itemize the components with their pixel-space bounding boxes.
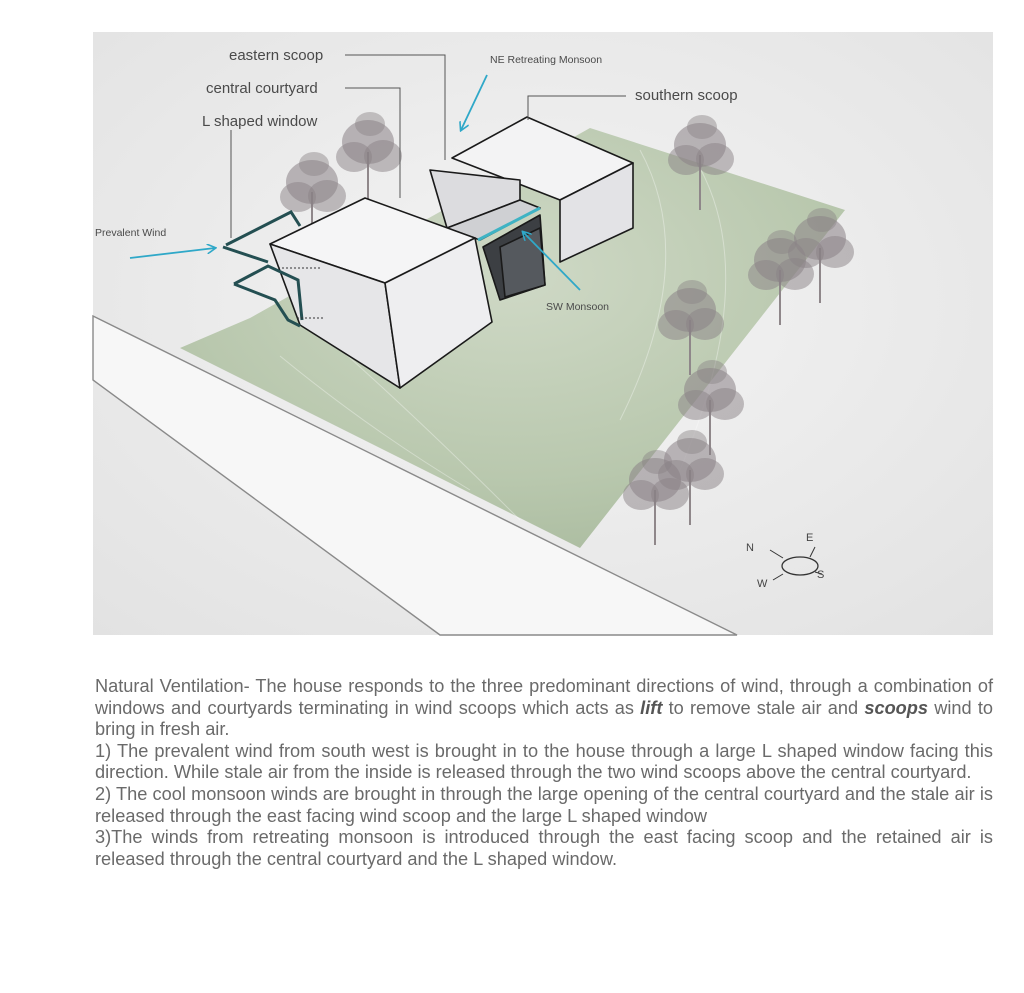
caption-scoops: scoops <box>864 697 929 718</box>
caption-point-1: 1) The prevalent wind from south west is brought in to the house through a large L shaped window facing this direction. While stale air from the inside is released through the two wind scoops above the central courtyard. <box>95 740 993 783</box>
label-l-shaped-window: L shaped window <box>202 113 318 130</box>
label-prevalent-wind: Prevalent Wind <box>95 227 167 239</box>
caption <box>95 676 993 870</box>
label-sw-monsoon: SW Monsoon <box>546 301 610 313</box>
caption-intro: Natural Ventilation- The house responds to the three predominant directions of wind, through a combination of windows and courtyards terminating in wind scoops which acts as lift to remove stale air and scoops wind to bring in fresh air. <box>95 676 993 740</box>
caption-point-2: 2) The cool monsoon winds are brought in through the large opening of the central courtyard and the stale air is released through the east facing wind scoop and the large L shaped window <box>95 783 993 826</box>
label-central-courtyard: central courtyard <box>206 80 318 97</box>
compass-n: N <box>746 542 754 554</box>
label-eastern-scoop: eastern scoop <box>229 47 324 64</box>
caption-lift: lift <box>640 697 663 718</box>
label-ne-retreating-monsoon: NE Retreating Monsoon <box>490 54 603 66</box>
compass-w: W <box>757 578 768 590</box>
label-southern-scoop: southern scoop <box>635 87 738 104</box>
compass-s: S <box>817 569 825 581</box>
compass-e: E <box>806 532 814 544</box>
caption-point-3: 3)The winds from retreating monsoon is introduced through the east facing scoop and the retained air is released through the central courtyard and the L shaped window. <box>95 827 993 869</box>
